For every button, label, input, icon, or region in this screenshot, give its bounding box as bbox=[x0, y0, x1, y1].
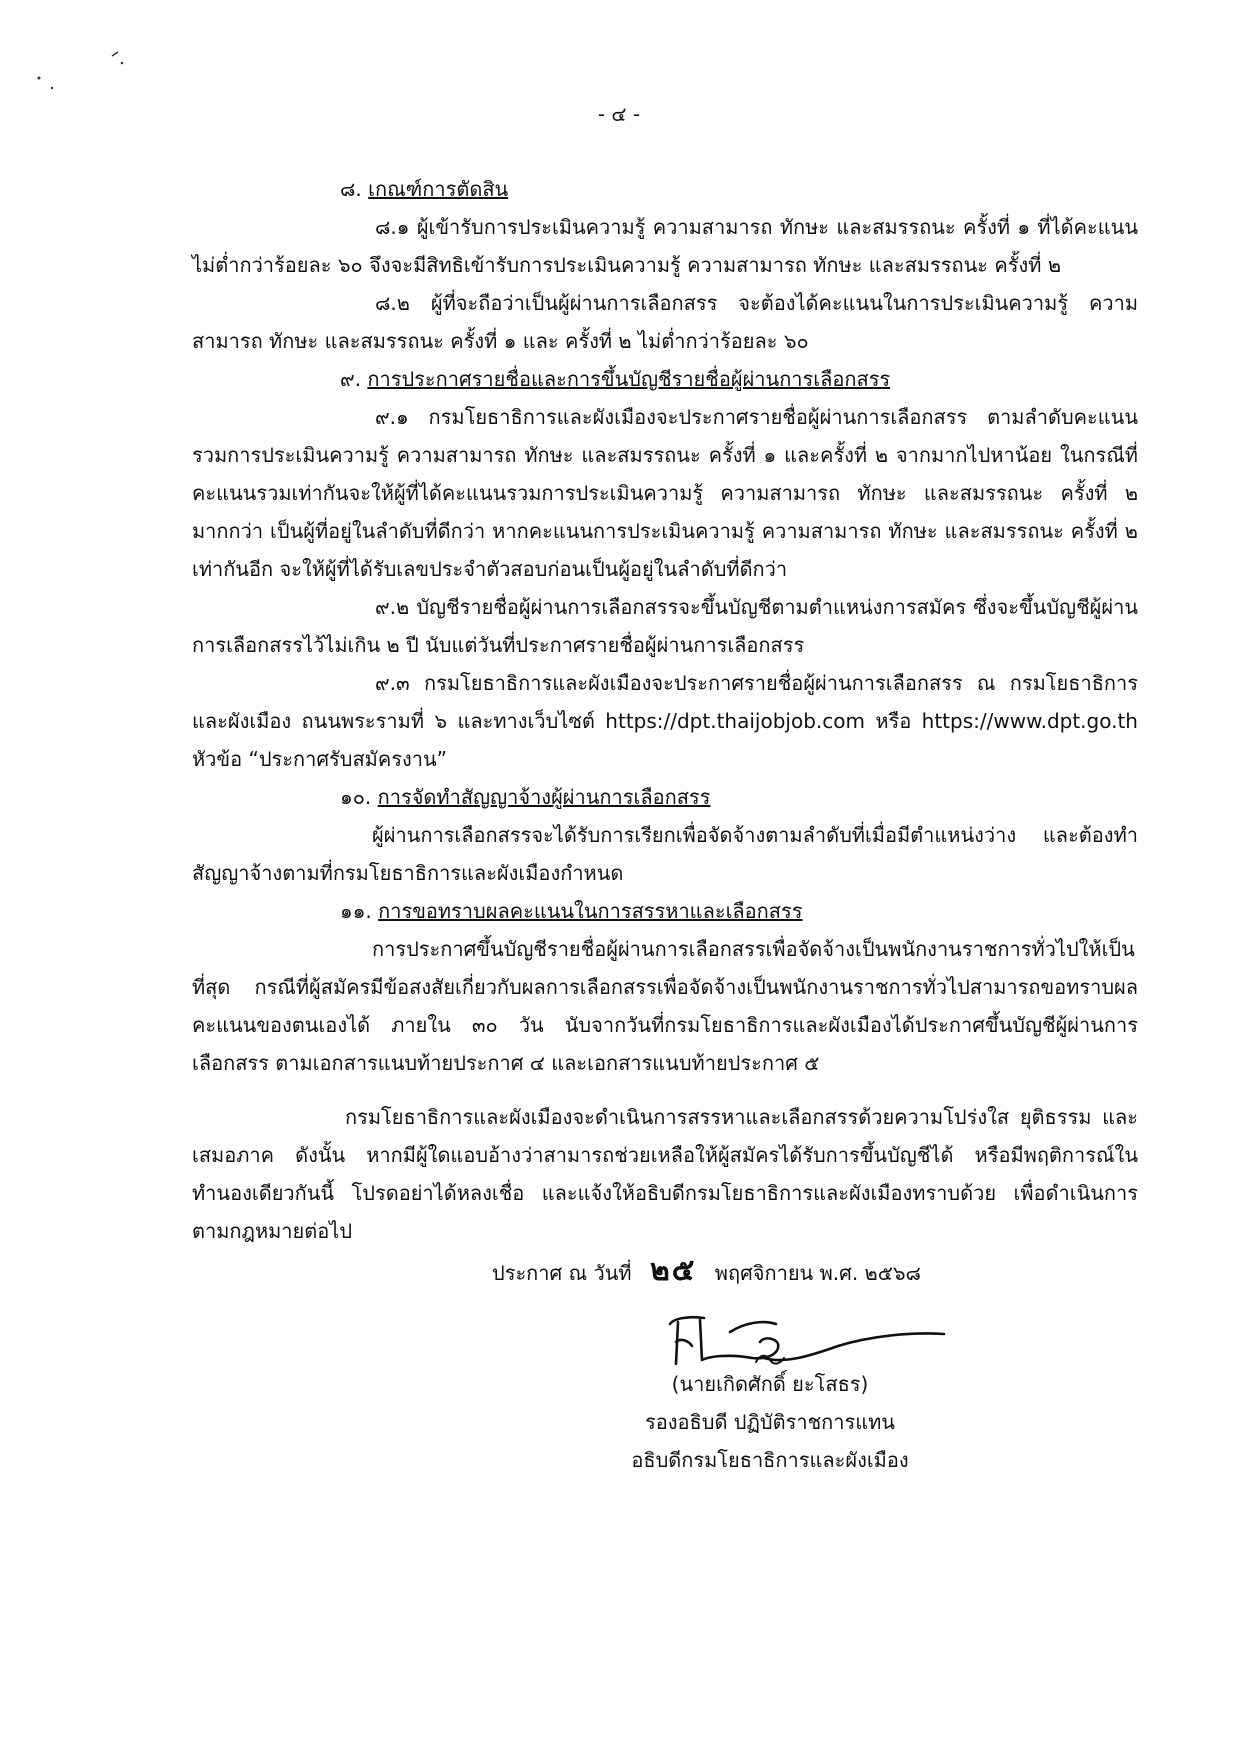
scan-speck-marks bbox=[34, 48, 134, 98]
paragraph-9-2: ๙.๒ บัญชีรายชื่อผู้ผ่านการเลือกสรรจะขึ้นบัญชีตามตำแหน่งการสมัคร ซึ่งจะขึ้นบัญชีผู้ผ่านการเลือกสรรไว้ไม่เกิน ๒ ปี นับแต่วันที่ประกาศรายชื่อผู้ผ่านการเลือกสรร bbox=[192, 595, 1138, 657]
date-day-handwritten: ๒๕ bbox=[649, 1253, 697, 1288]
signer-title-line1: รองอธิบดี ปฏิบัติราชการแทน bbox=[645, 1410, 895, 1434]
document-body bbox=[192, 170, 1138, 1270]
section-title: การประกาศรายชื่อและการขึ้นบัญชีรายชื่อผู้ผ่านการเลือกสรร bbox=[367, 367, 891, 391]
section-title: การจัดทำสัญญาจ้างผู้ผ่านการเลือกสรร bbox=[377, 785, 711, 809]
signer-name: (นายเกิดศักดิ์ ยะโสธร) bbox=[671, 1372, 869, 1396]
handwritten-signature bbox=[660, 1302, 950, 1374]
section-number: ๙. bbox=[340, 367, 362, 391]
section-number: ๘. bbox=[340, 177, 362, 201]
section-8-heading bbox=[192, 170, 1138, 208]
section-title: เกณฑ์การตัดสิน bbox=[368, 177, 509, 201]
paragraph-10: ผู้ผ่านการเลือกสรรจะได้รับการเรียกเพื่อจัดจ้างตามลำดับที่เมื่อมีตำแหน่งว่าง และต้องทำสัญญาจ้างตามที่กรมโยธาธิการและผังเมืองกำหนด bbox=[192, 823, 1138, 885]
date-prefix: ประกาศ ณ วันที่ bbox=[492, 1261, 632, 1285]
announcement-date bbox=[492, 1252, 921, 1292]
section-number: ๑๐. bbox=[340, 785, 372, 809]
paragraph-8-2: ๘.๒ ผู้ที่จะถือว่าเป็นผู้ผ่านการเลือกสรร จะต้องได้คะแนนในการประเมินความรู้ ความสามารถ ทักษะ และสมรรถนะ ครั้งที่ ๑ และ ครั้งที่ ๒ ไม่ต่ำกว่าร้อยละ ๖๐ bbox=[192, 291, 1138, 353]
closing-paragraph: กรมโยธาธิการและผังเมืองจะดำเนินการสรรหาและเลือกสรรด้วยความโปร่งใส ยุติธรรม และเสมอภาค ดังนั้น หากมีผู้ใดแอบอ้างว่าสามารถช่วยเหลือให้ผู้สมัครได้รับการขึ้นบัญชีได้ หรือมีพฤติการณ์ในทำนองเดียวกันนี้ โปรดอย่าได้หลงเชื่อ และแจ้งให้อธิบดีกรมโยธาธิการและผังเมืองทราบด้วย เพื่อดำเนินการตามกฎหมายต่อไป bbox=[192, 1105, 1138, 1243]
paragraph-9-3: ๙.๓ กรมโยธาธิการและผังเมืองจะประกาศรายชื่อผู้ผ่านการเลือกสรร ณ กรมโยธาธิการและผังเมือง ถนนพระรามที่ ๖ และทางเว็บไซต์ https://dpt.thaijobjob.com หรือ https://www.dpt.go.th หัวข้อ “ประกาศรับสมัครงาน” bbox=[192, 671, 1138, 771]
section-9-heading bbox=[192, 360, 1138, 398]
paragraph-9-1: ๙.๑ กรมโยธาธิการและผังเมืองจะประกาศรายชื่อผู้ผ่านการเลือกสรร ตามลำดับคะแนนรวมการประเมินความรู้ ความสามารถ ทักษะ และสมรรถนะ ครั้งที่ ๑ และครั้งที่ ๒ จากมากไปหาน้อย ในกรณีที่คะแนนรวมเท่ากันจะให้ผู้ที่ได้คะแนนรวมการประเมินความรู้ ความสามารถ ทักษะ และสมรรถนะ ครั้งที่ ๒ มากกว่า เป็นผู้ที่อยู่ในลำดับที่ดีกว่า หากคะแนนการประเมินความรู้ ความสามารถ ทักษะ และสมรรถนะ ครั้งที่ ๒ เท่ากันอีก จะให้ผู้ที่ได้รับเลขประจำตัวสอบก่อนเป็นผู้อยู่ในลำดับที่ดีกว่า bbox=[192, 405, 1139, 581]
date-month-year: พฤศจิกายน พ.ศ. ๒๕๖๘ bbox=[714, 1261, 921, 1285]
signer-title-line2: อธิบดีกรมโยธาธิการและผังเมือง bbox=[631, 1448, 909, 1472]
section-title: การขอทราบผลคะแนนในการสรรหาและเลือกสรร bbox=[378, 899, 803, 923]
section-number: ๑๑. bbox=[340, 899, 372, 923]
page-number: - ๔ - bbox=[597, 102, 641, 126]
signature-block bbox=[560, 1365, 980, 1479]
section-10-heading bbox=[192, 778, 1138, 816]
section-11-heading bbox=[192, 892, 1138, 930]
paragraph-11: การประกาศขึ้นบัญชีรายชื่อผู้ผ่านการเลือกสรรเพื่อจัดจ้างเป็นพนักงานราชการทั่วไปให้เป็นที่สุด กรณีที่ผู้สมัครมีข้อสงสัยเกี่ยวกับผลการเลือกสรรเพื่อจัดจ้างเป็นพนักงานราชการทั่วไปสามารถขอทราบผลคะแนนของตนเองได้ ภายใน ๓๐ วัน นับจากวันที่กรมโยธาธิการและผังเมืองได้ประกาศขึ้นบัญชีผู้ผ่านการเลือกสรร ตามเอกสารแนบท้ายประกาศ ๔ และเอกสารแนบท้ายประกาศ ๕ bbox=[192, 937, 1138, 1075]
paragraph-8-1: ๘.๑ ผู้เข้ารับการประเมินความรู้ ความสามารถ ทักษะ และสมรรถนะ ครั้งที่ ๑ ที่ได้คะแนนไม่ต่ำกว่าร้อยละ ๖๐ จึงจะมีสิทธิเข้ารับการประเมินความรู้ ความสามารถ ทักษะ และสมรรถนะ ครั้งที่ ๒ bbox=[192, 215, 1138, 277]
